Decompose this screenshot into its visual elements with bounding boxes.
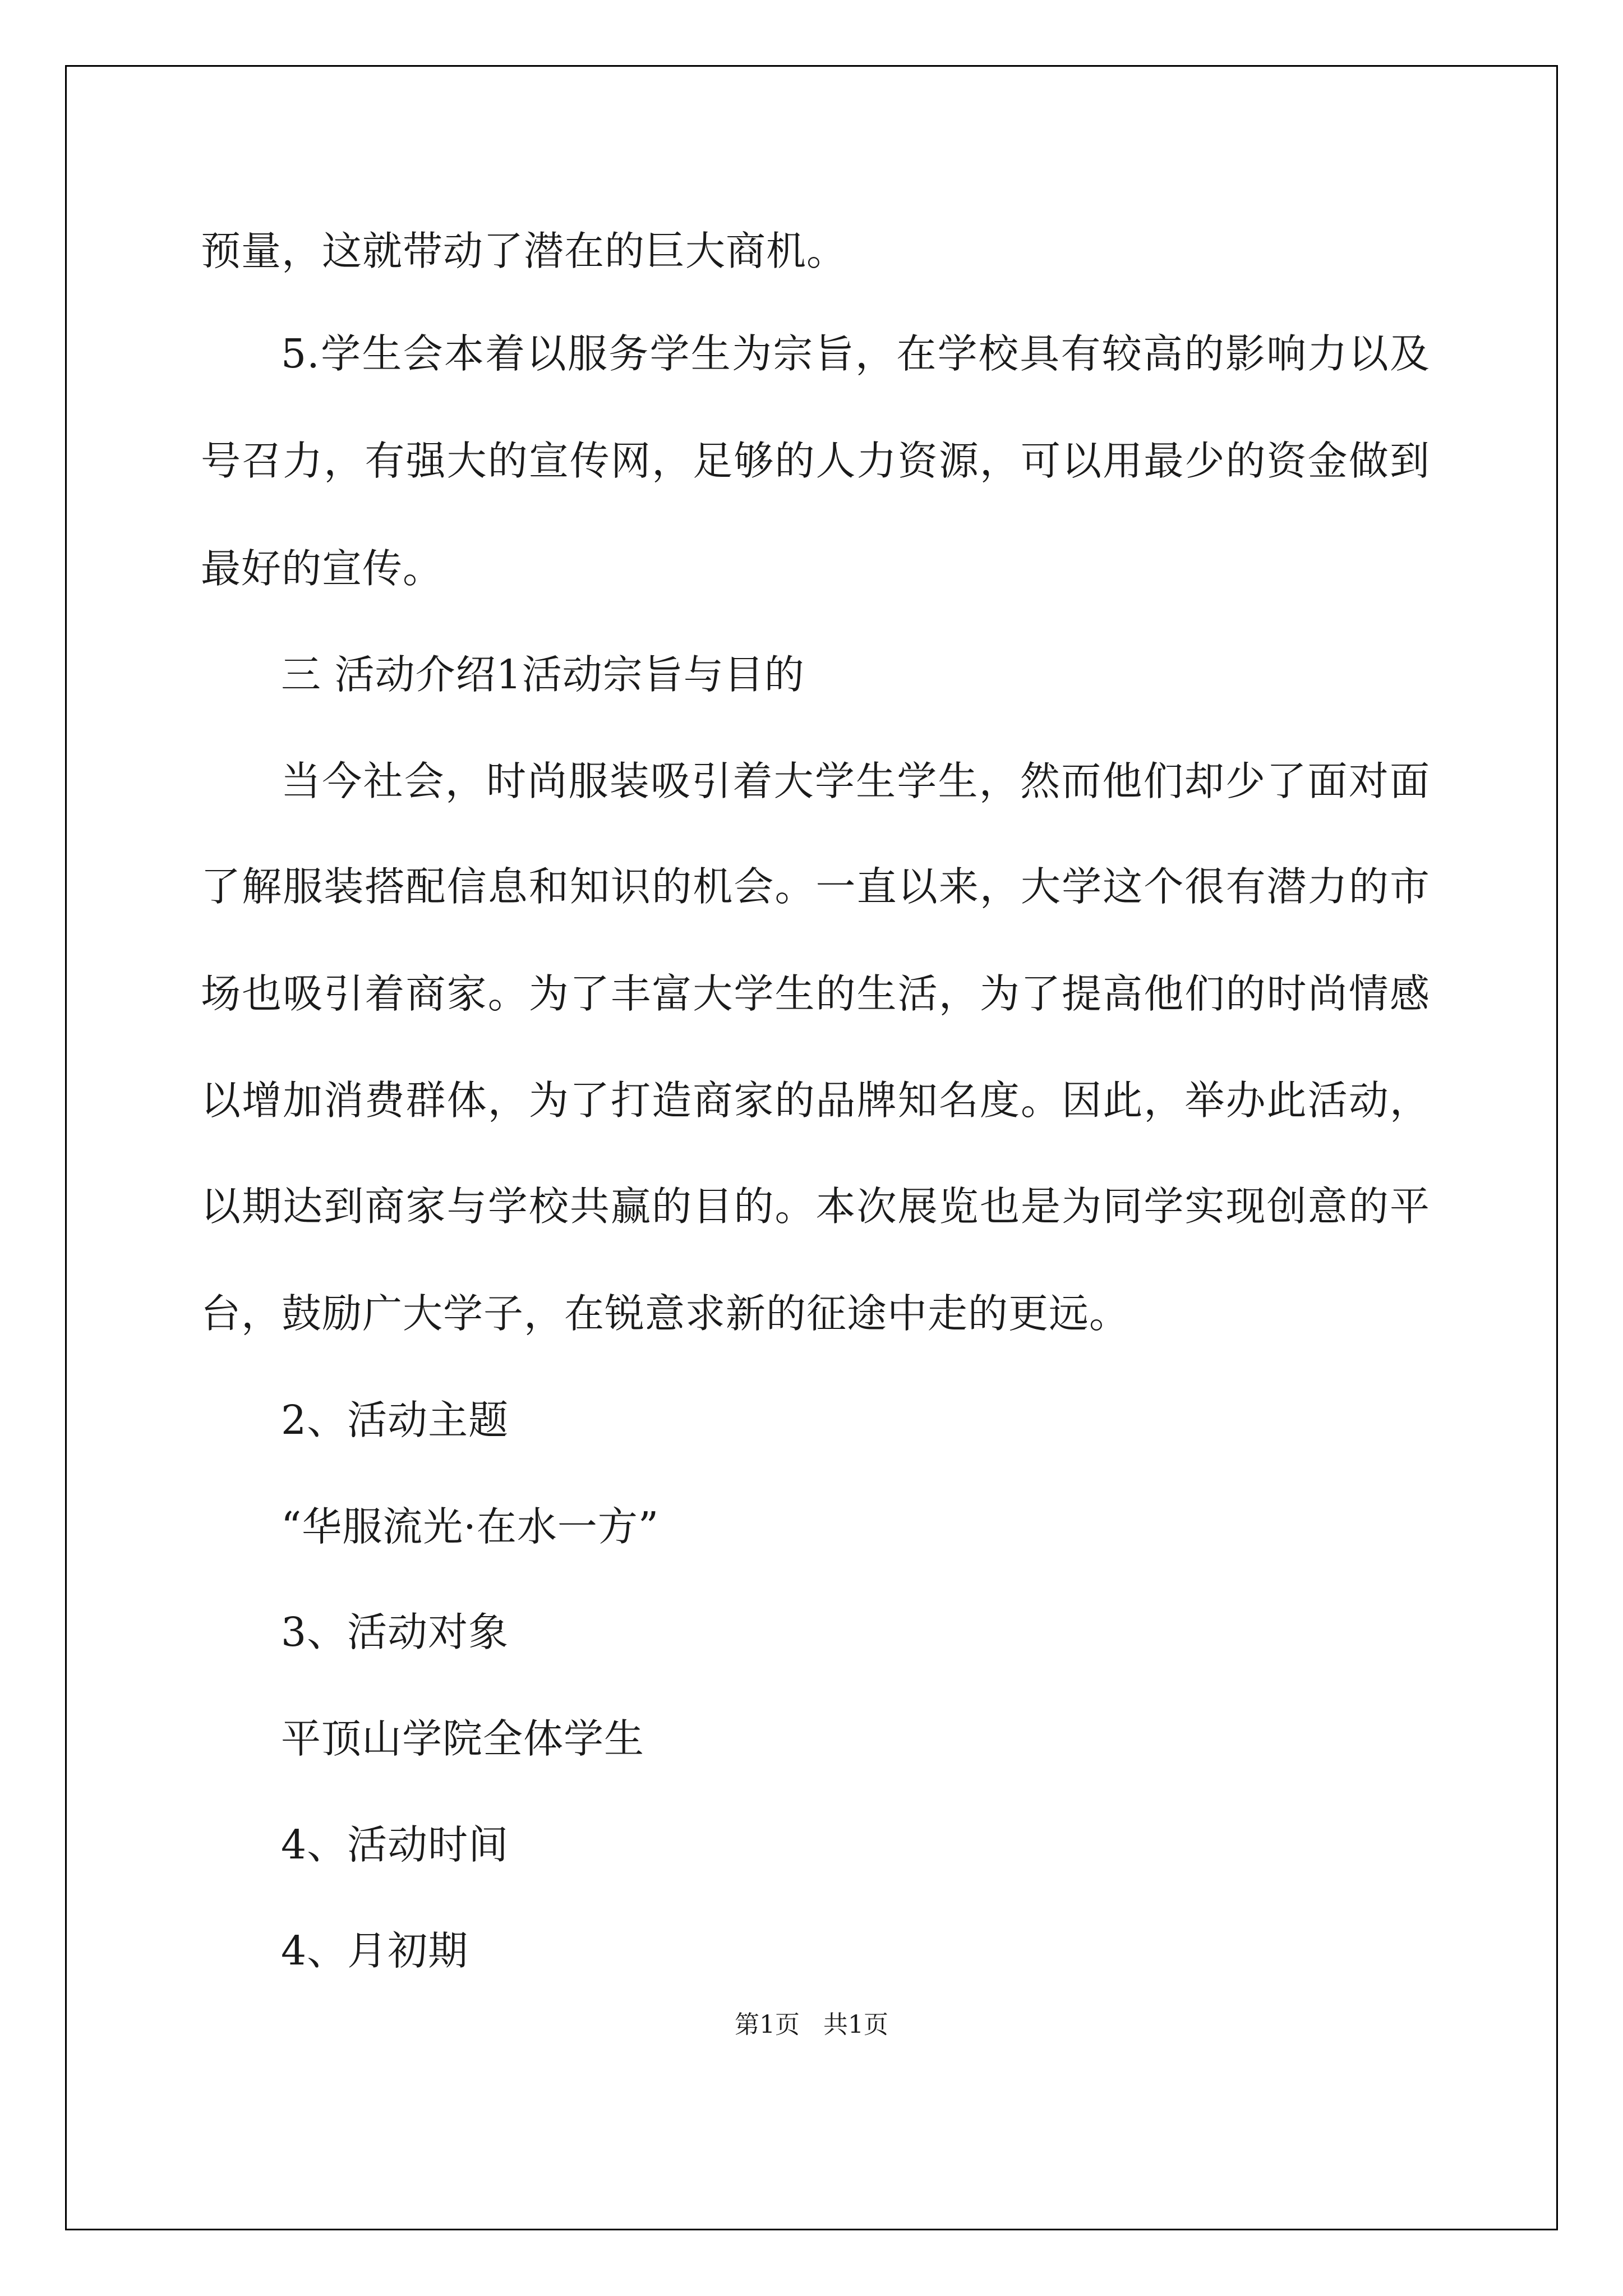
subheading-theme: 2、活动主题: [281, 1397, 509, 1443]
page-number-footer: 第1页 共1页: [735, 2010, 888, 2039]
paragraph-line: 5.学生会本着以服务学生为宗旨，在学校具有较高的影响力以及: [281, 330, 1430, 377]
paragraph-line: 最好的宣传。: [201, 545, 444, 592]
subheading-audience: 3、活动对象: [281, 1609, 509, 1655]
section-heading: 三 活动介绍1活动宗旨与目的: [281, 651, 805, 698]
time-value: 4、月初期: [281, 1927, 469, 1974]
paragraph-line: 了解服装搭配信息和知识的机会。一直以来，大学这个很有潜力的市: [201, 863, 1430, 910]
paragraph-line: 以期达到商家与学校共赢的目的。本次展览也是为同学实现创意的平: [201, 1183, 1430, 1230]
paragraph-line: 以增加消费群体，为了打造商家的品牌知名度。因此，举办此活动，: [201, 1077, 1430, 1124]
paragraph-line: 台，鼓励广大学子，在锐意求新的征途中走的更远。: [201, 1290, 1130, 1337]
paragraph-line: 号召力，有强大的宣传网，足够的人力资源，可以用最少的资金做到: [201, 438, 1430, 484]
audience-value: 平顶山学院全体学生: [281, 1715, 645, 1762]
theme-value: “华服流光·在水一方”: [281, 1503, 660, 1550]
paragraph-line: 场也吸引着商家。为了丰富大学生的生活，为了提高他们的时尚情感: [201, 970, 1430, 1017]
subheading-time: 4、活动时间: [281, 1821, 509, 1868]
page-border: [65, 65, 1558, 2230]
paragraph-line: 当今社会，时尚服装吸引着大学生学生，然而他们却少了面对面: [281, 758, 1430, 804]
paragraph-line: 预量，这就带动了潜在的巨大商机。: [201, 228, 847, 274]
